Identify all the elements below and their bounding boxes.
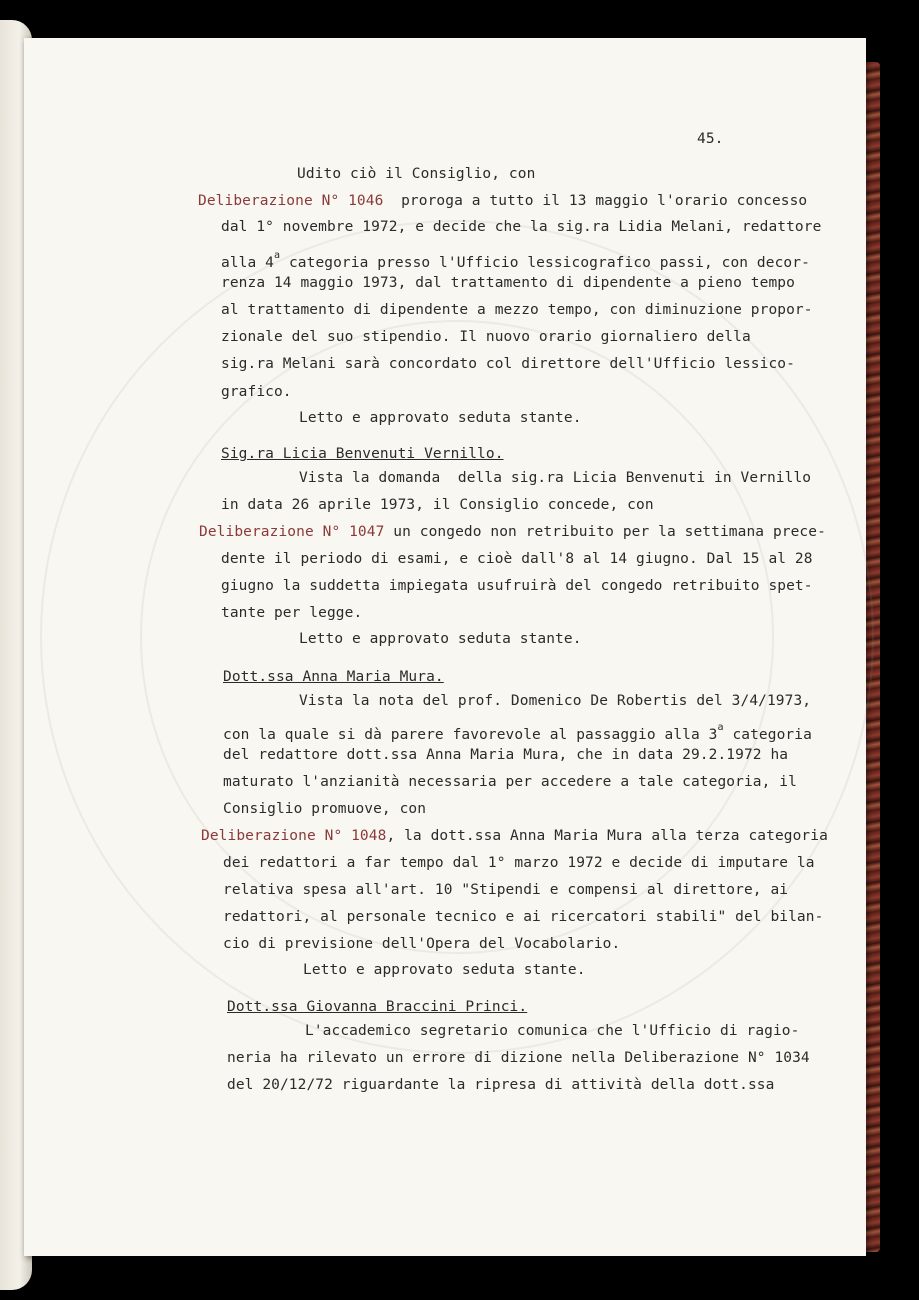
line-text: relativa spesa all'art. 10 "Stipendi e compensi al direttore, ai: [223, 882, 789, 898]
text-line: [221, 550, 813, 568]
line-text: Udito ciò il Consiglio, con: [297, 166, 536, 182]
line-text: Vista la domanda della sig.ra Licia Benvenuti in Vernillo: [299, 470, 812, 486]
deliberation-line: [199, 523, 826, 541]
line-text: in data 26 aprile 1973, il Consiglio concede, con: [221, 497, 654, 513]
line-text: alla 4$^a$ categoria presso l'Ufficio lessicografico passi, con decor-: [221, 250, 810, 271]
line-text: tante per legge.: [221, 605, 363, 621]
text-line: [223, 719, 812, 744]
text-line: [221, 355, 795, 373]
line-text: del 20/12/72 riguardante la ripresa di attività della dott.ssa: [227, 1077, 775, 1093]
line-text: giugno la suddetta impiegata usufruirà del congedo retribuito spet-: [221, 578, 813, 594]
section-heading: [223, 668, 444, 686]
line-text: dei redattori a far tempo dal 1° marzo 1972 e decide di imputare la: [223, 855, 815, 871]
line-text: sig.ra Melani sarà concordato col direttore dell'Ufficio lessico-: [221, 356, 795, 372]
text-line: [297, 165, 535, 183]
text-line: [221, 274, 795, 292]
line-text: dal 1° novembre 1972, e decide che la sig.ra Lidia Melani, redattore: [221, 219, 822, 235]
text-line: [221, 604, 362, 622]
line-text: zionale del suo stipendio. Il nuovo orario giornaliero della: [221, 329, 751, 345]
text-line: [221, 383, 292, 401]
text-line: [303, 961, 586, 979]
deliberation-number: Deliberazione N° 1046: [198, 193, 384, 209]
text-line: [223, 773, 797, 791]
text-line: [223, 800, 426, 818]
text-line: [227, 1076, 774, 1094]
line-text: dente il periodo di esami, e cioè dall'8 al 14 giugno. Dal 15 al 28: [221, 551, 813, 567]
text-line: [221, 218, 821, 236]
text-line: [305, 1022, 799, 1040]
text-line: [223, 935, 620, 953]
section-heading: [221, 445, 504, 463]
text-line: [221, 247, 810, 272]
text-line: [223, 746, 788, 764]
line-text: cio di previsione dell'Opera del Vocabolario.: [223, 936, 621, 952]
text-line: [227, 1049, 810, 1067]
section-heading: [227, 998, 527, 1016]
page-number: 45.: [697, 131, 724, 147]
line-text: con la quale si dà parere favorevole al passaggio alla 3$^a$ categoria: [223, 722, 812, 743]
line-text: Consiglio promuove, con: [223, 801, 427, 817]
text-line: [299, 692, 811, 710]
line-text: L'accademico segretario comunica che l'Ufficio di ragio-: [305, 1023, 800, 1039]
line-text: Dott.ssa Anna Maria Mura.: [223, 669, 444, 685]
line-text: del redattore dott.ssa Anna Maria Mura, che in data 29.2.1972 ha: [223, 747, 789, 763]
text-line: [221, 301, 813, 319]
line-text: un congedo non retribuito per la settimana prece-: [384, 524, 826, 540]
text-line: [223, 854, 815, 872]
line-text: neria ha rilevato un errore di dizione nella Deliberazione N° 1034: [227, 1050, 810, 1066]
line-text: al trattamento di dipendente a mezzo tempo, con diminuzione propor-: [221, 302, 813, 318]
line-text: grafico.: [221, 384, 292, 400]
line-text: Vista la nota del prof. Domenico De Robertis del 3/4/1973,: [299, 693, 812, 709]
text-line: [299, 469, 811, 487]
text-line: [299, 630, 582, 648]
text-line: [299, 409, 582, 427]
line-text: Letto e approvato seduta stante.: [303, 962, 586, 978]
line-text: Sig.ra Licia Benvenuti Vernillo.: [221, 446, 504, 462]
line-text: maturato l'anzianità necessaria per accedere a tale categoria, il: [223, 774, 797, 790]
text-line: [221, 577, 813, 595]
line-text: Dott.ssa Giovanna Braccini Princi.: [227, 999, 528, 1015]
text-line: [221, 328, 751, 346]
text-line: [221, 496, 654, 514]
line-text: , la dott.ssa Anna Maria Mura alla terza categoria: [386, 828, 828, 844]
deliberation-number: Deliberazione N° 1047: [199, 524, 385, 540]
line-text: redattori, al personale tecnico e ai ricercatori stabili" del bilan-: [223, 909, 824, 925]
line-text: proroga a tutto il 13 maggio l'orario concesso: [383, 193, 808, 209]
text-line: [223, 908, 823, 926]
deliberation-line: [198, 192, 807, 210]
deliberation-line: [201, 827, 828, 845]
line-text: Letto e approvato seduta stante.: [299, 410, 582, 426]
deliberation-number: Deliberazione N° 1048: [201, 828, 387, 844]
text-line: [223, 881, 788, 899]
line-text: Letto e approvato seduta stante.: [299, 631, 582, 647]
line-text: renza 14 maggio 1973, dal trattamento di dipendente a pieno tempo: [221, 275, 795, 291]
